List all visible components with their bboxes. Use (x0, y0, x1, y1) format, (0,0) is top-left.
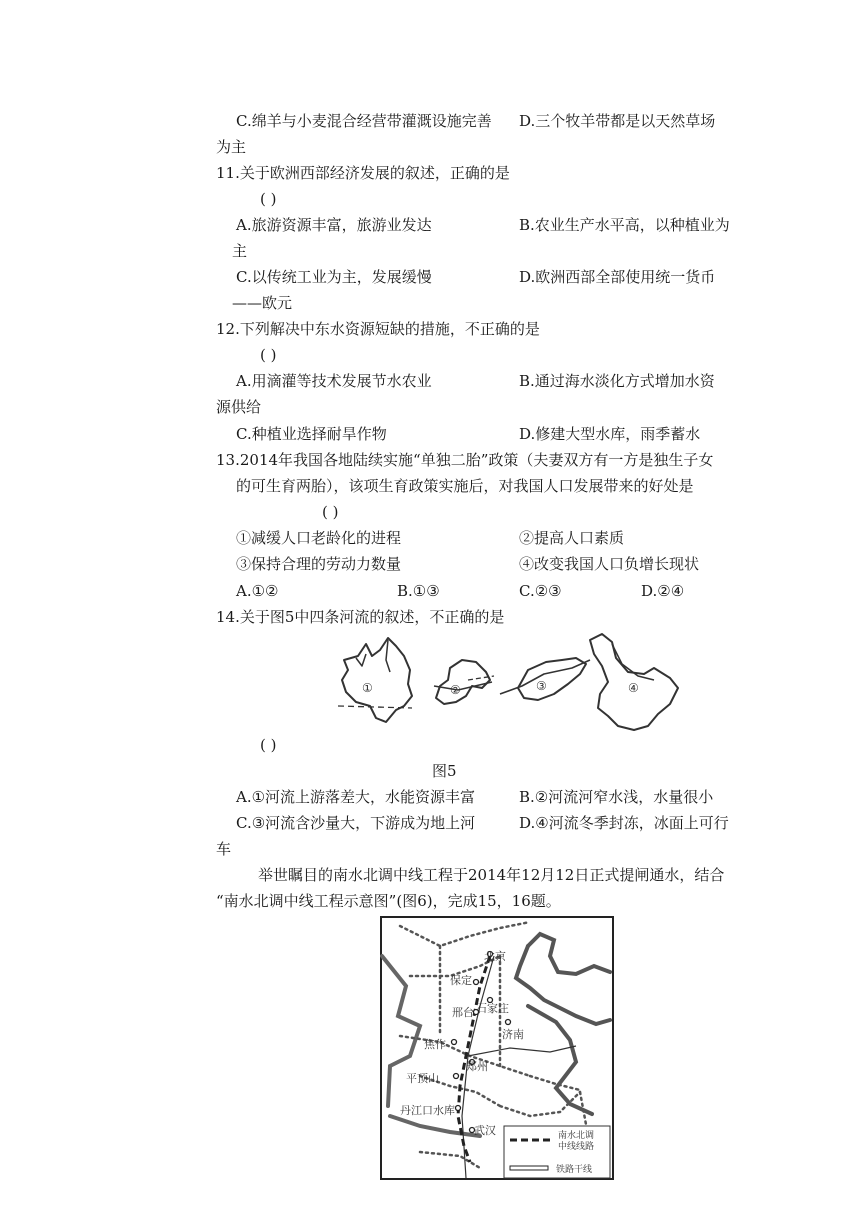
q12-answer-paren: ( ) (260, 346, 277, 364)
legend-route-label-1: 南水北调 (558, 1131, 595, 1141)
city-beijing: 北京 (484, 950, 506, 963)
passage-line-1: 举世瞩目的南水北调中线工程于2014年12月12日正式提闸通水，结合 (258, 866, 725, 884)
legend-railway-swatch (510, 1166, 548, 1170)
figure-5-caption: 图5 (432, 762, 457, 780)
q13-item-3: ③保持合理的劳动力数量 (236, 555, 402, 573)
passage-line-2: “南水北调中线工程示意图”(图6)，完成15，16题。 (216, 892, 561, 910)
river-region-3 (518, 658, 586, 700)
city-shijiazhuang: 石家庄 (476, 1002, 509, 1015)
legend-railway-label: 铁路干线 (556, 1165, 593, 1175)
q12-option-a: A.用滴灌等技术发展节水农业 (236, 372, 432, 390)
q13-option-d: D.②④ (641, 582, 685, 600)
river-region-2 (436, 660, 490, 704)
marker-3: ③ (536, 679, 547, 693)
q13-answer-paren: ( ) (322, 503, 339, 521)
q12-stem: 12.下列解决中东水资源短缺的措施，不正确的是 (216, 320, 540, 338)
q14-option-b: B.②河流河窄水浅，水量很小 (519, 788, 714, 806)
city-danjiangkou-reservoir: 丹江口水库 (400, 1104, 455, 1117)
q13-option-a: A.①② (236, 582, 279, 600)
city-pingdingshan: 平顶山 (406, 1072, 439, 1085)
q12-option-b-continued: 源供给 (216, 398, 262, 416)
q13-option-c: C.②③ (519, 582, 562, 600)
map-legend (504, 1126, 610, 1178)
q14-answer-paren: ( ) (260, 736, 277, 754)
q11-answer-paren: ( ) (260, 190, 277, 208)
q11-option-d: D.欧洲西部全部使用统一货币 (519, 268, 716, 286)
city-jiaozuo: 焦作 (424, 1038, 446, 1051)
q14-stem: 14.关于图5中四条河流的叙述，不正确的是 (216, 608, 505, 626)
q14-option-a: A.①河流上游落差大，水能资源丰富 (236, 788, 476, 806)
q10-option-d: D.三个牧羊带都是以天然草场 (519, 112, 716, 130)
q11-option-c: C.以传统工业为主，发展缓慢 (236, 268, 432, 286)
figure-5-rivers (332, 630, 692, 734)
q13-item-2: ②提高人口素质 (519, 529, 625, 547)
q14-option-d: D.④河流冬季封冻，冰面上可行 (519, 814, 729, 832)
q10-option-d-continued: 为主 (216, 138, 247, 156)
q11-option-b-continued: 主 (232, 242, 248, 260)
marker-1: ① (362, 681, 373, 695)
q12-option-c: C.种植业选择耐旱作物 (236, 425, 387, 443)
marker-2: ② (450, 683, 461, 697)
city-zhengzhou: 郑州 (466, 1060, 488, 1073)
city-wuhan: 武汉 (474, 1124, 496, 1137)
city-baoding: 保定 (450, 974, 472, 987)
legend-route-label-2: 中线线路 (558, 1142, 595, 1152)
q12-option-b: B.通过海水淡化方式增加水资 (519, 372, 715, 390)
river-region-1 (342, 638, 412, 722)
figure-6-map (380, 916, 614, 1180)
q14-option-c: C.③河流含沙量大，下游成为地上河 (236, 814, 476, 832)
q10-option-c: C.绵羊与小麦混合经营带灌溉设施完善 (236, 112, 492, 130)
city-jinan: 济南 (502, 1028, 524, 1041)
city-xingtai: 邢台 (452, 1006, 474, 1019)
q13-stem-line2: 的可生育两胎），该项生育政策实施后，对我国人口发展带来的好处是 (236, 477, 694, 495)
q13-stem-line1: 13.2014年我国各地陆续实施“单独二胎”政策（夫妻双方有一方是独生子女 (216, 451, 714, 469)
q14-option-d-continued: 车 (216, 840, 232, 858)
q13-option-b: B.①③ (397, 582, 440, 600)
q11-option-d-continued: ——欧元 (232, 294, 293, 312)
q11-option-b: B.农业生产水平高，以种植业为 (519, 216, 730, 234)
q11-stem: 11.关于欧洲西部经济发展的叙述，正确的是 (216, 164, 510, 182)
marker-4: ④ (628, 681, 639, 695)
q13-item-4: ④改变我国人口负增长现状 (519, 555, 700, 573)
q11-option-a: A.旅游资源丰富，旅游业发达 (236, 216, 432, 234)
q12-option-d: D.修建大型水库，雨季蓄水 (519, 425, 701, 443)
q13-item-1: ①减缓人口老龄化的进程 (236, 529, 402, 547)
